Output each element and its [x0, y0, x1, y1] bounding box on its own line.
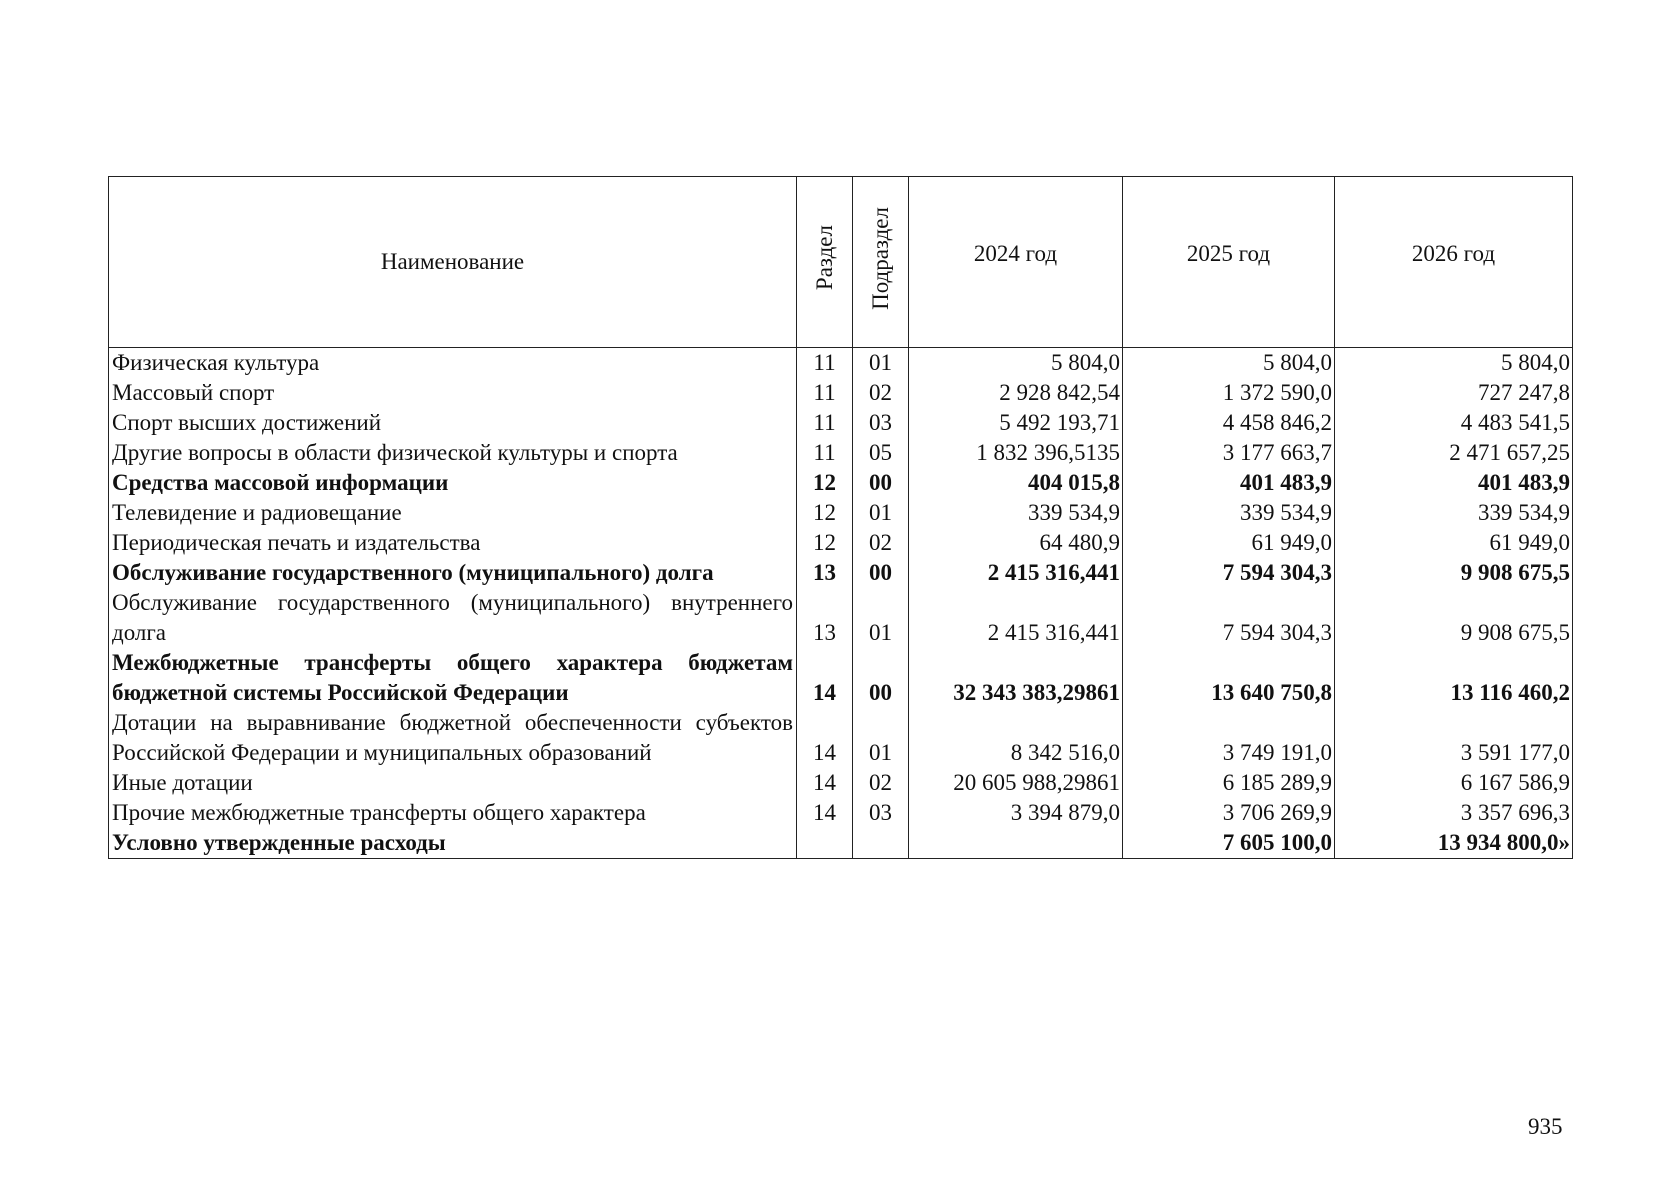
row-section: 11 — [797, 408, 853, 438]
row-value-2025: 3 177 663,7 — [1123, 438, 1335, 468]
row-value-2024 — [909, 828, 1123, 859]
row-value-2025: 3 706 269,9 — [1123, 798, 1335, 828]
row-section: 11 — [797, 348, 853, 379]
row-name: Условно утвержденные расходы — [109, 828, 797, 859]
row-value-2025: 7 594 304,3 — [1123, 588, 1335, 648]
row-name: Спорт высших достижений — [109, 408, 797, 438]
row-value-2024: 2 928 842,54 — [909, 378, 1123, 408]
table-row — [109, 378, 1573, 408]
row-value-2025: 6 185 289,9 — [1123, 768, 1335, 798]
table-row — [109, 798, 1573, 828]
row-value-2026: 13 934 800,0» — [1335, 828, 1573, 859]
row-subsection: 02 — [853, 378, 909, 408]
row-subsection: 05 — [853, 438, 909, 468]
row-value-2025: 1 372 590,0 — [1123, 378, 1335, 408]
row-subsection: 01 — [853, 348, 909, 379]
row-subsection: 01 — [853, 498, 909, 528]
row-value-2026: 727 247,8 — [1335, 378, 1573, 408]
row-value-2024: 5 804,0 — [909, 348, 1123, 379]
row-value-2026: 6 167 586,9 — [1335, 768, 1573, 798]
row-section: 13 — [797, 588, 853, 648]
row-value-2024: 3 394 879,0 — [909, 798, 1123, 828]
table-row-total — [109, 828, 1573, 859]
table-row — [109, 498, 1573, 528]
header-subsection — [853, 177, 909, 348]
row-name: Межбюджетные трансферты общего характера бюджетам бюджетной системы Российской Федерации — [109, 648, 797, 708]
row-value-2026: 13 116 460,2 — [1335, 648, 1573, 708]
row-subsection: 03 — [853, 798, 909, 828]
row-value-2024: 1 832 396,5135 — [909, 438, 1123, 468]
row-value-2026: 61 949,0 — [1335, 528, 1573, 558]
table-row — [109, 438, 1573, 468]
row-value-2026: 9 908 675,5 — [1335, 558, 1573, 588]
row-section — [797, 828, 853, 859]
row-subsection: 00 — [853, 648, 909, 708]
row-value-2025: 7 605 100,0 — [1123, 828, 1335, 859]
row-value-2025: 61 949,0 — [1123, 528, 1335, 558]
row-name: Другие вопросы в области физической культуры и спорта — [109, 438, 797, 468]
row-subsection: 02 — [853, 768, 909, 798]
row-section: 12 — [797, 528, 853, 558]
row-subsection: 03 — [853, 408, 909, 438]
row-value-2024: 20 605 988,29861 — [909, 768, 1123, 798]
row-value-2026: 5 804,0 — [1335, 348, 1573, 379]
row-value-2025: 7 594 304,3 — [1123, 558, 1335, 588]
table-row — [109, 768, 1573, 798]
header-2026: 2026 год — [1335, 177, 1573, 348]
row-name: Периодическая печать и издательства — [109, 528, 797, 558]
table-header-row — [109, 177, 1573, 348]
row-section: 12 — [797, 468, 853, 498]
row-subsection: 02 — [853, 528, 909, 558]
row-value-2025: 13 640 750,8 — [1123, 648, 1335, 708]
row-value-2026: 2 471 657,25 — [1335, 438, 1573, 468]
row-section: 11 — [797, 378, 853, 408]
header-name: Наименование — [109, 177, 797, 348]
row-name: Прочие межбюджетные трансферты общего характера — [109, 798, 797, 828]
row-section: 12 — [797, 498, 853, 528]
header-2025: 2025 год — [1123, 177, 1335, 348]
row-subsection — [853, 828, 909, 859]
table-row — [109, 408, 1573, 438]
row-value-2024: 339 534,9 — [909, 498, 1123, 528]
header-section-label: Раздел — [811, 225, 837, 291]
header-subsection-label: Подраздел — [867, 206, 893, 310]
row-subsection: 00 — [853, 558, 909, 588]
row-value-2024: 2 415 316,441 — [909, 588, 1123, 648]
row-value-2026: 3 591 177,0 — [1335, 708, 1573, 768]
budget-table — [108, 176, 1573, 859]
table-row-total — [109, 558, 1573, 588]
table-row-total — [109, 468, 1573, 498]
table-row-total — [109, 648, 1573, 708]
row-subsection: 01 — [853, 708, 909, 768]
row-value-2026: 9 908 675,5 — [1335, 588, 1573, 648]
row-value-2024: 5 492 193,71 — [909, 408, 1123, 438]
row-name: Телевидение и радиовещание — [109, 498, 797, 528]
row-value-2025: 339 534,9 — [1123, 498, 1335, 528]
row-value-2026: 401 483,9 — [1335, 468, 1573, 498]
row-value-2026: 4 483 541,5 — [1335, 408, 1573, 438]
row-value-2026: 339 534,9 — [1335, 498, 1573, 528]
row-name: Массовый спорт — [109, 378, 797, 408]
row-name: Обслуживание государственного (муниципального) долга — [109, 558, 797, 588]
row-value-2024: 8 342 516,0 — [909, 708, 1123, 768]
row-section: 14 — [797, 648, 853, 708]
row-subsection: 00 — [853, 468, 909, 498]
header-section — [797, 177, 853, 348]
row-section: 14 — [797, 768, 853, 798]
row-section: 14 — [797, 708, 853, 768]
page-number: 935 — [1528, 1114, 1563, 1139]
table-row — [109, 708, 1573, 768]
row-value-2025: 3 749 191,0 — [1123, 708, 1335, 768]
header-2024: 2024 год — [909, 177, 1123, 348]
row-value-2025: 4 458 846,2 — [1123, 408, 1335, 438]
row-value-2025: 401 483,9 — [1123, 468, 1335, 498]
row-value-2024: 404 015,8 — [909, 468, 1123, 498]
row-value-2024: 32 343 383,29861 — [909, 648, 1123, 708]
row-section: 13 — [797, 558, 853, 588]
row-value-2024: 64 480,9 — [909, 528, 1123, 558]
row-value-2025: 5 804,0 — [1123, 348, 1335, 379]
row-subsection: 01 — [853, 588, 909, 648]
row-name: Обслуживание государственного (муниципального) внутреннего долга — [109, 588, 797, 648]
row-name: Средства массовой информации — [109, 468, 797, 498]
row-value-2026: 3 357 696,3 — [1335, 798, 1573, 828]
row-name: Иные дотации — [109, 768, 797, 798]
row-name: Дотации на выравнивание бюджетной обеспеченности субъектов Российской Федерации и муниципальных образований — [109, 708, 797, 768]
row-section: 11 — [797, 438, 853, 468]
table-row — [109, 528, 1573, 558]
table-row — [109, 588, 1573, 648]
table-row — [109, 348, 1573, 379]
row-name: Физическая культура — [109, 348, 797, 379]
row-value-2024: 2 415 316,441 — [909, 558, 1123, 588]
row-section: 14 — [797, 798, 853, 828]
